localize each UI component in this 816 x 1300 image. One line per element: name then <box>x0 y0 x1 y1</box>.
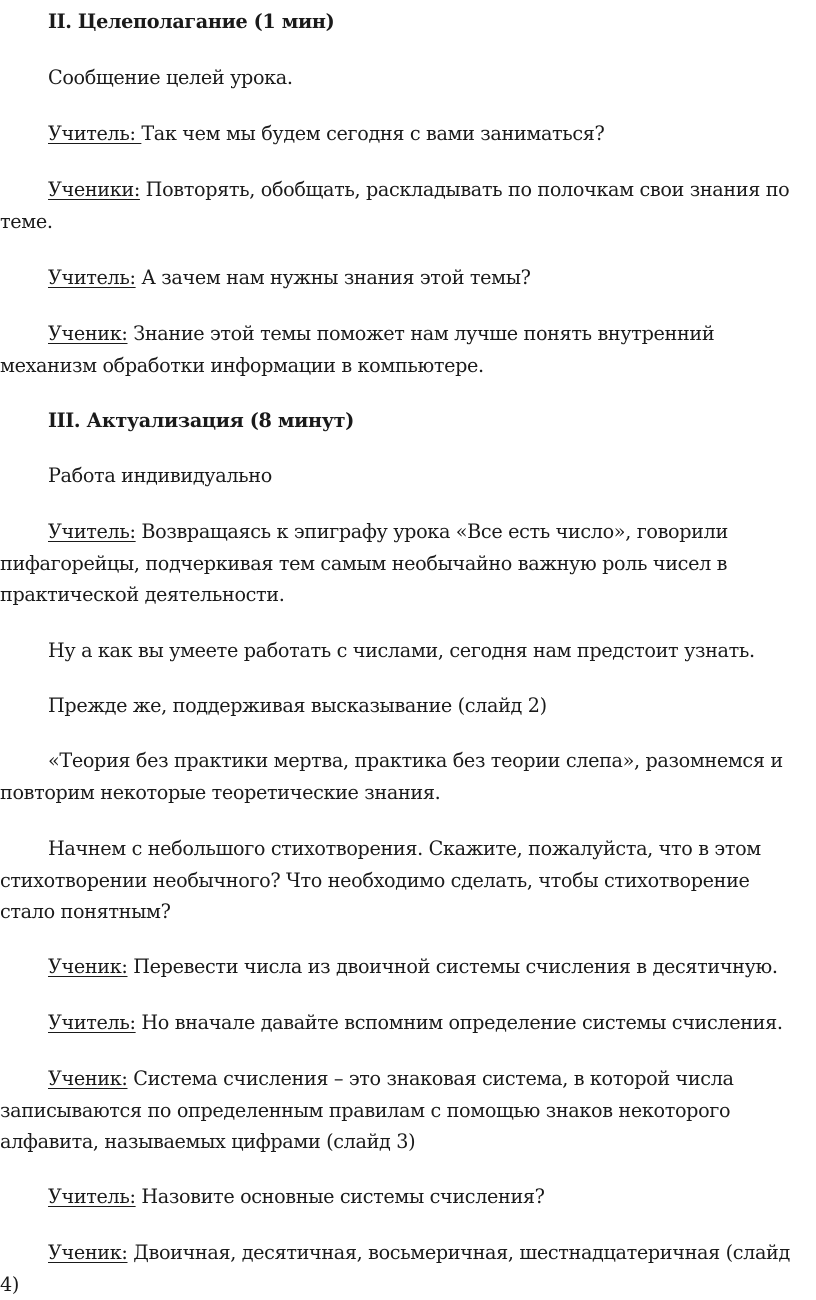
dialog-text: Повторять, обобщать, раскладывать по полочкам свои знания по теме. <box>0 178 790 233</box>
paragraph-lesson-goals: Сообщение целей урока. <box>48 66 293 89</box>
dialog-line <box>0 174 809 237</box>
paragraph-quote: «Теория без практики мертва, практика без теории слепа», разомнемся и повторим некоторые теоретические знания. <box>0 749 783 804</box>
speaker-label: Ученик: <box>48 1067 128 1090</box>
paragraph-individual-work: Работа индивидуально <box>48 464 272 487</box>
paragraph: Начнем с небольшого стихотворения. Скажите, пожалуйста, что в этом стихотворении необычного? Что необходимо сделать, чтобы стихотворение стало понятным? <box>0 837 761 923</box>
speaker-label: Учитель: <box>48 266 136 289</box>
dialog-line <box>0 516 809 611</box>
dialog-line <box>0 1237 809 1300</box>
dialog-text: А зачем нам нужны знания этой темы? <box>135 266 531 289</box>
dialog-text: Знание этой темы поможет нам лучше понять внутренний механизм обработки информации в компьютере. <box>0 322 715 377</box>
dialog-text: Двоичная, десятичная, восьмеричная, шестнадцатеричная (слайд 4) <box>0 1241 790 1296</box>
dialog-text: Так чем мы будем сегодня с вами заниматься? <box>141 122 605 145</box>
speaker-label: Учитель: <box>48 1185 136 1208</box>
dialog-text: Но вначале давайте вспомним определение системы счисления. <box>135 1011 783 1034</box>
dialog-text: Перевести числа из двоичной системы счисления в десятичную. <box>127 955 778 978</box>
dialog-line <box>0 1181 809 1213</box>
speaker-label: Учитель: <box>48 122 142 145</box>
paragraph: Ну а как вы умеете работать с числами, сегодня нам предстоит узнать. <box>48 639 755 662</box>
dialog-line <box>0 951 809 983</box>
speaker-label: Учитель: <box>48 1011 136 1034</box>
section-heading-goal-setting: II. Целеполагание (1 мин) <box>48 10 335 33</box>
dialog-line <box>0 1063 809 1158</box>
dialog-text: Возвращаясь к эпиграфу урока «Все есть число», говорили пифагорейцы, подчеркивая тем самым необычайно важную роль чисел в практической деятельности. <box>0 520 728 606</box>
dialog-line <box>0 262 809 294</box>
dialog-text: Система счисления – это знаковая система, в которой числа записываются по определенным правилам с помощью знаков некоторого алфавита, называемых цифрами (слайд 3) <box>0 1067 734 1153</box>
speaker-label: Ученик: <box>48 322 128 345</box>
dialog-line <box>0 318 809 381</box>
speaker-label: Ученики: <box>48 178 140 201</box>
dialog-line <box>0 1007 809 1039</box>
speaker-label: Ученик: <box>48 955 128 978</box>
dialog-text: Назовите основные системы счисления? <box>135 1185 545 1208</box>
dialog-line <box>0 118 809 150</box>
speaker-label: Ученик: <box>48 1241 128 1264</box>
speaker-label: Учитель: <box>48 520 136 543</box>
paragraph: Прежде же, поддерживая высказывание (слайд 2) <box>48 694 547 717</box>
section-heading-actualization: III. Актуализация (8 минут) <box>48 409 354 432</box>
